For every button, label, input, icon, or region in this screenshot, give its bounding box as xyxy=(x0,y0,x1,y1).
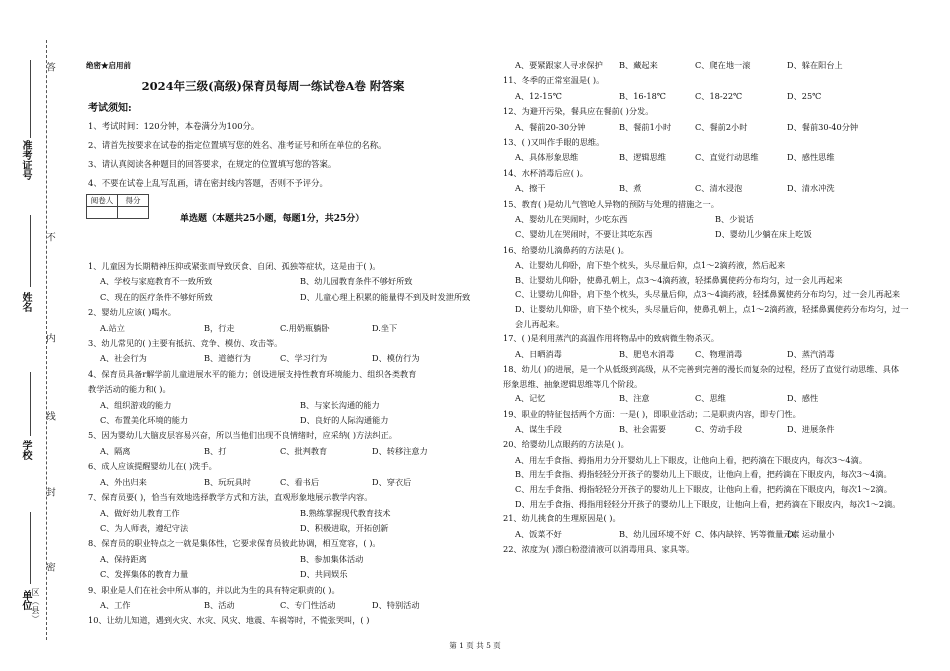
option-row xyxy=(503,181,913,196)
answer-option[interactable]: B、参加集体活动 xyxy=(300,553,364,564)
question-item xyxy=(503,243,913,331)
answer-option[interactable]: B.熟练掌握现代教育技术 xyxy=(300,507,391,518)
option-row xyxy=(503,212,913,227)
notice-heading: 考试须知: xyxy=(88,103,132,114)
exam-number-label: 准考证号 xyxy=(20,140,31,180)
answer-option[interactable]: A.站立 xyxy=(100,322,125,333)
notice-item: 4、不要在试卷上乱写乱画，请在密封线内答题，否则不予评分。 xyxy=(88,178,328,188)
question-stem: 14、水杯消毒后应( )。 xyxy=(503,167,588,178)
answer-option[interactable]: C、布置美化环境的能力 xyxy=(100,415,189,426)
score-cell[interactable] xyxy=(118,207,149,219)
answer-option[interactable]: D、良好的人际沟通能力 xyxy=(300,415,389,426)
answer-option[interactable]: A、餐前20-30分钟 xyxy=(515,121,586,132)
reviewer-header: 阅卷人 xyxy=(87,195,118,207)
answer-option[interactable]: D、清水冲洗 xyxy=(787,183,835,194)
answer-option[interactable]: B、逻辑思维 xyxy=(619,152,666,163)
answer-option[interactable]: B、幼儿园环境不好 xyxy=(619,528,691,539)
question-item xyxy=(503,542,913,557)
answer-option[interactable]: D、运动量小 xyxy=(787,528,835,539)
answer-option[interactable]: A、工作 xyxy=(100,599,131,610)
answer-option[interactable]: B、玩玩具时 xyxy=(204,476,251,487)
right-question-column xyxy=(503,58,913,557)
question-stem: 19、职业的特征包括两个方面：一是( )，即职业活动；二是职责内容，即专门性。 xyxy=(503,408,801,419)
left-question-column xyxy=(88,259,488,629)
seal-mark: 答 xyxy=(44,62,55,73)
answer-option[interactable]: A、谋生手段 xyxy=(515,424,562,435)
answer-option[interactable]: D、躲在阳台上 xyxy=(787,60,843,70)
answer-option[interactable]: A、记忆 xyxy=(515,393,546,404)
answer-option[interactable]: D、穿衣后 xyxy=(372,476,412,487)
answer-option[interactable]: A、饭菜不好 xyxy=(515,528,562,539)
answer-option[interactable]: C、用左手食指、拇指轻轻分开孩子的婴幼儿上下眼皮，让他向上看，把药滴在下眼皮内，每次1～2滴。 xyxy=(515,484,892,495)
option-row xyxy=(503,347,913,362)
answer-option[interactable]: B、16-18℃ xyxy=(619,90,666,101)
question-stem: 21、幼儿挑食的生理原因是( )。 xyxy=(503,513,621,524)
option-row xyxy=(503,422,913,437)
question-item xyxy=(503,331,913,362)
question-item xyxy=(88,583,488,614)
answer-option[interactable]: C、直觉行动思维 xyxy=(695,152,759,163)
option-row xyxy=(503,120,913,135)
option-row xyxy=(503,150,913,165)
answer-option[interactable]: A、保持距离 xyxy=(100,553,147,564)
answer-option[interactable]: D、蒸汽消毒 xyxy=(787,348,835,359)
option-row xyxy=(88,398,488,413)
question-stem: 7、保育员要( )，恰当有效地选择教学方式和方法，直观形象地展示教学内容。 xyxy=(88,492,373,503)
answer-option[interactable]: C、学习行为 xyxy=(280,353,328,364)
answer-option[interactable]: B、藏起来 xyxy=(619,60,658,70)
question-item xyxy=(88,428,488,459)
question-item xyxy=(503,73,913,104)
answer-option[interactable]: D、用左手食指、拇指用轻轻分开孩子的婴幼儿上下眼皮，让他向上看，把药滴在下眼皮内，每次1～2滴。 xyxy=(515,498,901,509)
notice-item: 2、请首先按要求在试卷的指定位置填写您的姓名、准考证号和所在单位的名称。 xyxy=(88,140,387,150)
option-row xyxy=(88,567,488,582)
answer-option[interactable]: C、为人师表，遵纪守法 xyxy=(100,522,189,533)
answer-option[interactable]: D、感性思维 xyxy=(787,152,835,163)
option-row xyxy=(88,598,488,613)
option-row xyxy=(88,552,488,567)
answer-option[interactable]: D、积极进取，开拓创新 xyxy=(300,522,389,533)
answer-option[interactable]: A、做好幼儿教育工作 xyxy=(100,507,180,518)
answer-option[interactable]: B、打 xyxy=(204,445,227,456)
answer-option[interactable]: A、日晒消毒 xyxy=(515,348,562,359)
question-stem: 17、( )是利用蒸汽的高温作用将物品中的致病微生物杀灭。 xyxy=(503,333,719,344)
answer-option[interactable]: C、思维 xyxy=(695,393,726,404)
unit-line[interactable] xyxy=(30,512,31,584)
section-title: 单选题（本题共25小题，每题1分，共25分） xyxy=(180,214,365,224)
answer-option[interactable]: C、物理消毒 xyxy=(695,348,743,359)
score-table xyxy=(86,194,149,219)
question-item xyxy=(503,437,913,511)
score-header: 得分 xyxy=(118,195,149,207)
name-line[interactable] xyxy=(30,215,31,287)
answer-option[interactable]: B、餐前1小时 xyxy=(619,121,672,132)
answer-option[interactable]: A、隔离 xyxy=(100,445,131,456)
answer-option[interactable]: D、让婴幼儿仰卧，肩下垫个枕头，头尽量后仰，使鼻孔朝上，点1～2滴药液，轻揉鼻翼使药分布均匀，过一会儿再起来。 xyxy=(515,304,909,329)
question-stem: 18、幼儿( )的进展，是一个从低级到高级，从不完善到完善的漫长而复杂的过程，经历了直觉行动思维、具体形象思维、抽象逻辑思维等几个阶段。 xyxy=(503,364,900,389)
question-item xyxy=(88,459,488,490)
option-row xyxy=(503,391,913,406)
question-stem: 1、儿童因为长期精神压抑或紧张而导致厌食、自闭、孤独等症状，这是由于( )。 xyxy=(88,261,381,271)
answer-option[interactable]: A、12-15℃ xyxy=(515,90,562,101)
answer-option[interactable]: D、转移注意力 xyxy=(372,445,428,456)
answer-option[interactable]: A、社会行为 xyxy=(100,353,147,364)
answer-option[interactable]: A、外出归来 xyxy=(100,476,147,487)
question-stem: 4、保育员具备r解学前儿童进展水平的能力；创设进展支持性教育环境能力、组织各类教育 xyxy=(88,368,417,379)
question-item xyxy=(88,490,488,536)
option-row xyxy=(88,444,488,459)
answer-option[interactable]: C、现在的医疗条件不够好所致 xyxy=(100,291,213,302)
answer-option[interactable]: B、幼儿园教育条件不够好所致 xyxy=(300,276,413,287)
answer-option[interactable]: A、具体形象思维 xyxy=(515,152,579,163)
question-stem: 3、幼儿常见的( )主要有抵抗、竞争、模仿、攻击等。 xyxy=(88,338,283,349)
answer-option[interactable]: B，行走 xyxy=(204,322,235,333)
option-row xyxy=(88,475,488,490)
seal-mark: 封 xyxy=(44,487,55,498)
answer-option[interactable]: C、让婴幼儿仰卧，肩下垫个枕头，头尽量后仰，点3～4滴药液，轻揉鼻翼使药分布均匀，过一会儿再起来 xyxy=(515,289,901,300)
question-item xyxy=(88,536,488,582)
answer-option[interactable]: D、模仿行为 xyxy=(372,353,420,364)
answer-option[interactable]: C、发挥集体的教育力量 xyxy=(100,569,189,580)
option-row xyxy=(88,290,488,305)
answer-option[interactable]: D、共同娱乐 xyxy=(300,569,348,580)
reviewer-cell[interactable] xyxy=(87,207,118,219)
seal-mark: 不 xyxy=(44,232,55,243)
answer-option[interactable]: D、特别活动 xyxy=(372,599,420,610)
answer-option[interactable]: C、18-22℃ xyxy=(695,90,743,101)
question-stem: 8、保育员的职业特点之一就是集体性，它要求保育员彼此协调，相互宽容，( )。 xyxy=(88,538,381,549)
seal-mark: 线 xyxy=(44,411,55,422)
question-item xyxy=(503,407,913,438)
option-row xyxy=(88,274,488,289)
question-stem: 12、为避开污染，餐具应在餐前( )分发。 xyxy=(503,106,654,117)
question-item xyxy=(503,197,913,243)
answer-option[interactable]: B、社会需要 xyxy=(619,424,666,435)
question-stem: 5、因为婴幼儿大脑皮层容易兴奋，所以当他们出现不良情绪时，应采纳( )方法纠正。 xyxy=(88,430,397,441)
school-line[interactable] xyxy=(30,372,31,436)
answer-option[interactable]: B、活动 xyxy=(204,599,235,610)
question-stem: 22、浓度为( )漂白粉澄清液可以消毒用具、家具等。 xyxy=(503,544,695,555)
option-row xyxy=(88,521,488,536)
answer-option[interactable]: C、专门性活动 xyxy=(280,599,336,610)
option-row xyxy=(88,413,488,428)
answer-option[interactable]: A、要紧跟家人寻求保护 xyxy=(515,60,603,70)
question-item xyxy=(503,58,913,73)
option-row xyxy=(503,58,913,73)
seal-mark: 内 xyxy=(44,333,55,344)
question-stem: 16、给婴幼儿滴鼻药的方法是( )。 xyxy=(503,244,629,255)
answer-option[interactable]: B、煮 xyxy=(619,183,642,194)
option-row xyxy=(503,89,913,104)
option-row xyxy=(503,227,913,242)
answer-option[interactable]: C、看书后 xyxy=(280,476,320,487)
answer-option[interactable]: B、用左手食指、拇指轻轻分开孩子的婴幼儿上下眼皮，让他向上看，把药滴在下眼皮内，每次3～4滴。 xyxy=(515,469,892,480)
answer-option[interactable]: A、婴幼儿在哭闹时，少吃东西 xyxy=(515,214,628,225)
answer-option[interactable]: B、让婴幼儿仰卧，使鼻孔朝上，点3～4滴药液，轻揉鼻翼使药分布均匀，过一会儿再起来 xyxy=(515,274,843,285)
option-row xyxy=(88,351,488,366)
page-title: 2024年三级(高级)保育员每周一练试卷A卷 附答案 xyxy=(141,79,405,93)
school-label: 学校 xyxy=(20,440,31,460)
exam-number-line[interactable] xyxy=(30,60,31,138)
option-row xyxy=(88,506,488,521)
question-item xyxy=(503,166,913,197)
question-item xyxy=(503,104,913,135)
option-row xyxy=(503,527,913,542)
answer-option[interactable]: D、感性 xyxy=(787,393,819,404)
secret-mark: 绝密★启用前 xyxy=(86,61,131,70)
answer-option[interactable]: A、组织游戏的能力 xyxy=(100,399,172,410)
answer-option[interactable]: D、儿童心理上积累的能量得不到及时发泄所致 xyxy=(300,291,471,302)
answer-option[interactable]: A、学校与家庭教育不一致所致 xyxy=(100,276,213,287)
answer-option[interactable]: D、25℃ xyxy=(787,90,822,101)
seal-mark: 密 xyxy=(44,562,55,573)
answer-option[interactable]: B、与家长沟通的能力 xyxy=(300,399,380,410)
answer-option[interactable]: D.坐下 xyxy=(372,322,398,333)
question-item xyxy=(88,613,488,628)
question-item xyxy=(88,336,488,367)
answer-option[interactable]: A、让婴幼儿仰卧，肩下垫个枕头，头尽量后仰，点1～2滴药液，然后起来 xyxy=(515,260,786,271)
question-stem: 11、冬季的正常室温是( )。 xyxy=(503,75,605,86)
notice-item: 1、考试时间：120分钟，本卷满分为100分。 xyxy=(88,121,260,131)
answer-option[interactable]: B、肥皂水消毒 xyxy=(619,348,675,359)
question-item xyxy=(503,135,913,166)
option-row xyxy=(88,321,488,336)
page-footer: 第 1 页 共 5 页 xyxy=(449,641,501,650)
answer-option[interactable]: B、少说话 xyxy=(715,214,754,225)
answer-option[interactable]: C、体内缺锌、钙等微量元素 xyxy=(695,528,800,539)
answer-option[interactable]: D、餐前30-40分钟 xyxy=(787,121,859,132)
question-item xyxy=(88,367,488,429)
question-stem: 13、( )又叫作手眼的思维。 xyxy=(503,137,605,148)
question-item xyxy=(503,511,913,542)
name-label: 姓名 xyxy=(20,292,31,312)
answer-option[interactable]: A、擦干 xyxy=(515,183,546,194)
answer-option[interactable]: C、清水浸泡 xyxy=(695,183,743,194)
answer-option[interactable]: B、注意 xyxy=(619,393,650,404)
district-label: 区（县） xyxy=(31,588,40,624)
answer-option[interactable]: C、批判教育 xyxy=(280,445,328,456)
answer-option[interactable]: C、餐前2小时 xyxy=(695,121,748,132)
answer-option[interactable]: C、爬在地一滚 xyxy=(695,60,751,70)
answer-option[interactable]: D、婴幼儿少躺在床上吃饭 xyxy=(715,229,812,240)
answer-option[interactable]: B、道德行为 xyxy=(204,353,251,364)
question-item xyxy=(503,362,913,407)
answer-option[interactable]: C、婴幼儿在哭闹时，不要让其吃东西 xyxy=(515,229,653,240)
question-stem: 20、给婴幼儿点眼药的方法是( )。 xyxy=(503,439,629,450)
unit-label: 单位 xyxy=(20,590,31,610)
binding-strip xyxy=(0,0,62,671)
question-stem: 2、婴幼儿应该( )喝水。 xyxy=(88,307,176,318)
question-stem: 教学活动的能力和( )。 xyxy=(88,384,171,395)
answer-option[interactable]: C、劳动手段 xyxy=(695,424,743,435)
question-item xyxy=(88,259,488,305)
notice-item: 3、请认真阅读各种题目的回答要求，在规定的位置填写您的答案。 xyxy=(88,159,337,169)
question-stem: 6、成人应该提醒婴幼儿在( )洗手。 xyxy=(88,461,217,472)
answer-option[interactable]: A、用左手食指、拇指用力分开婴幼儿上下眼皮，让他向上看，把药滴在下眼皮内，每次3～4滴。 xyxy=(515,454,868,465)
question-stem: 15、教育( )是幼儿气管呛人异物的预防与处理的措施之一。 xyxy=(503,198,719,209)
question-item xyxy=(88,305,488,336)
question-stem: 9、职业是人们在社会中所从事的，并以此为生的具有特定职责的( )。 xyxy=(88,584,340,595)
answer-option[interactable]: D、进展条件 xyxy=(787,424,835,435)
question-stem: 10、让幼儿知道，遇到火灾、水灾、风灾、地震、车祸等时，不慌张哭叫，( ) xyxy=(88,615,370,626)
answer-option[interactable]: C.用奶瓶躺卧 xyxy=(280,322,330,333)
